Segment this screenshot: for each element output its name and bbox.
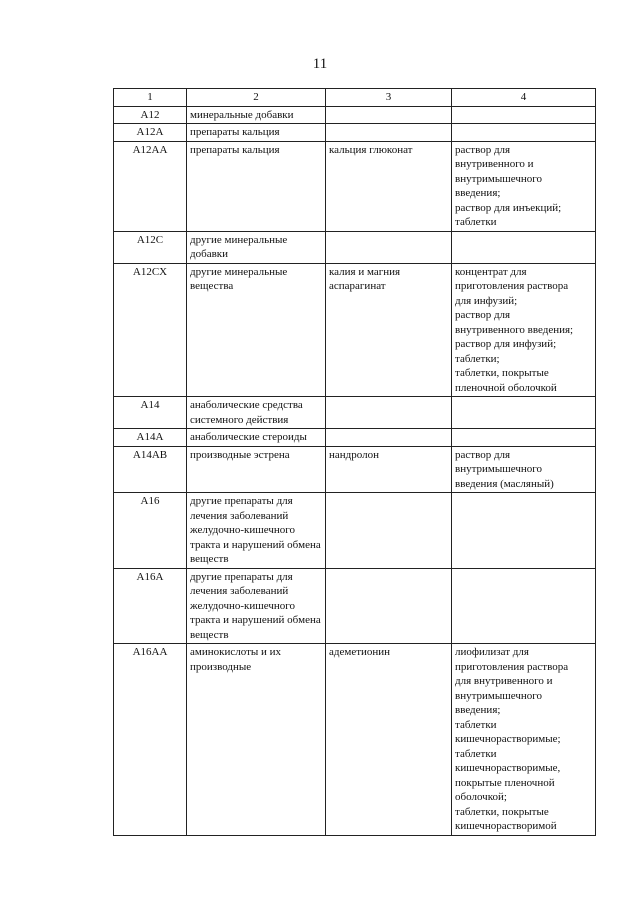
dosage-forms-cell bbox=[452, 644, 596, 836]
table-header-row bbox=[114, 89, 596, 107]
table-row bbox=[114, 106, 596, 124]
drug-table bbox=[113, 88, 596, 836]
column-number-4: 4 bbox=[452, 89, 596, 107]
column-number-2: 2 bbox=[187, 89, 326, 107]
table-row bbox=[114, 446, 596, 493]
dosage-form-line: раствор для инъекций; bbox=[455, 201, 562, 214]
atc-code-cell: A16 bbox=[114, 493, 187, 569]
group-name-cell: анаболические средства системного действия bbox=[187, 397, 326, 429]
dosage-form-line: внутривенного и bbox=[455, 158, 534, 170]
dosage-form-line: таблетки bbox=[455, 747, 497, 760]
dosage-forms-cell bbox=[452, 141, 596, 231]
substance-cell bbox=[326, 429, 452, 447]
dosage-form-line: внутривенного введения; bbox=[455, 323, 574, 336]
dosage-form-line: внутримышечного bbox=[455, 463, 542, 475]
dosage-form-line: оболочкой; bbox=[455, 791, 507, 803]
dosage-form-line: покрытые пленочной bbox=[455, 776, 555, 789]
substance-cell bbox=[326, 493, 452, 569]
dosage-form-line: кишечнорастворимые; bbox=[455, 733, 561, 745]
substance-cell: калия и магния аспарагинат bbox=[326, 263, 452, 397]
dosage-form-line: таблетки, покрытые bbox=[455, 805, 549, 818]
atc-code-cell: A16A bbox=[114, 568, 187, 644]
dosage-form-line: таблетки bbox=[455, 718, 497, 731]
dosage-form-line: приготовления раствора bbox=[455, 660, 569, 673]
dosage-forms-cell bbox=[452, 429, 596, 447]
group-name-cell: другие минеральные добавки bbox=[187, 231, 326, 263]
atc-code-cell: A12 bbox=[114, 106, 187, 124]
column-number-3: 3 bbox=[326, 89, 452, 107]
table-row bbox=[114, 231, 596, 263]
dosage-form-line: приготовления раствора bbox=[455, 280, 569, 292]
atc-code-cell: A14AB bbox=[114, 446, 187, 493]
group-name-cell: другие препараты для лечения заболеваний желудочно-кишечного тракта и нарушений обмена веществ bbox=[187, 568, 326, 644]
dosage-form-line: для внутривенного и bbox=[455, 675, 553, 687]
dosage-form-line: внутримышечного bbox=[455, 172, 542, 185]
substance-cell: нандролон bbox=[326, 446, 452, 493]
group-name-cell: другие минеральные вещества bbox=[187, 263, 326, 397]
substance-cell: кальция глюконат bbox=[326, 141, 452, 231]
atc-code-cell: A12CX bbox=[114, 263, 187, 397]
dosage-form-line: раствор для инфузий; bbox=[455, 338, 557, 350]
dosage-forms-cell bbox=[452, 263, 596, 397]
dosage-form-line: введения (масляный) bbox=[455, 477, 554, 490]
atc-code-cell: A14A bbox=[114, 429, 187, 447]
table-row bbox=[114, 124, 596, 142]
atc-code-cell: A16AA bbox=[114, 644, 187, 836]
atc-code-cell: A14 bbox=[114, 397, 187, 429]
dosage-forms-cell bbox=[452, 446, 596, 493]
substance-cell bbox=[326, 124, 452, 142]
dosage-form-line: таблетки, покрытые bbox=[455, 367, 549, 379]
substance-cell bbox=[326, 106, 452, 124]
table-row bbox=[114, 263, 596, 397]
table-row bbox=[114, 429, 596, 447]
table-body bbox=[114, 106, 596, 835]
dosage-form-line: таблетки; bbox=[455, 352, 500, 365]
table-row bbox=[114, 568, 596, 644]
dosage-form-line: введения; bbox=[455, 187, 501, 199]
dosage-forms-cell bbox=[452, 124, 596, 142]
group-name-cell: другие препараты для лечения заболеваний желудочно-кишечного тракта и нарушений обмена веществ bbox=[187, 493, 326, 569]
dosage-form-line: лиофилизат для bbox=[455, 646, 529, 658]
dosage-form-line: раствор для bbox=[455, 143, 511, 156]
group-name-cell: препараты кальция bbox=[187, 124, 326, 142]
table-row bbox=[114, 397, 596, 429]
atc-code-cell: A12A bbox=[114, 124, 187, 142]
atc-code-cell: A12C bbox=[114, 231, 187, 263]
dosage-form-line: для инфузий; bbox=[455, 294, 518, 307]
group-name-cell: препараты кальция bbox=[187, 141, 326, 231]
dosage-forms-cell bbox=[452, 106, 596, 124]
table-row bbox=[114, 493, 596, 569]
column-number-1: 1 bbox=[114, 89, 187, 107]
atc-code-cell: A12AA bbox=[114, 141, 187, 231]
group-name-cell: анаболические стероиды bbox=[187, 429, 326, 447]
dosage-form-line: кишечнорастворимой bbox=[455, 820, 557, 832]
dosage-form-line: концентрат для bbox=[455, 265, 527, 278]
group-name-cell: минеральные добавки bbox=[187, 106, 326, 124]
dosage-form-line: раствор для bbox=[455, 448, 511, 461]
dosage-forms-cell bbox=[452, 493, 596, 569]
table-row bbox=[114, 141, 596, 231]
dosage-forms-cell bbox=[452, 397, 596, 429]
group-name-cell: аминокислоты и их производные bbox=[187, 644, 326, 836]
dosage-form-line: введения; bbox=[455, 704, 501, 716]
dosage-forms-cell bbox=[452, 568, 596, 644]
substance-cell: адеметионин bbox=[326, 644, 452, 836]
page-number: 11 bbox=[312, 56, 328, 72]
dosage-form-line: пленочной оболочкой bbox=[455, 381, 557, 394]
dosage-form-line: внутримышечного bbox=[455, 689, 542, 702]
dosage-form-line: раствор для bbox=[455, 309, 511, 321]
group-name-cell: производные эстрена bbox=[187, 446, 326, 493]
substance-cell bbox=[326, 568, 452, 644]
substance-cell bbox=[326, 397, 452, 429]
substance-cell bbox=[326, 231, 452, 263]
dosage-forms-cell bbox=[452, 231, 596, 263]
table-row bbox=[114, 644, 596, 836]
dosage-form-line: таблетки bbox=[455, 216, 497, 228]
dosage-form-line: кишечнорастворимые, bbox=[455, 762, 561, 774]
